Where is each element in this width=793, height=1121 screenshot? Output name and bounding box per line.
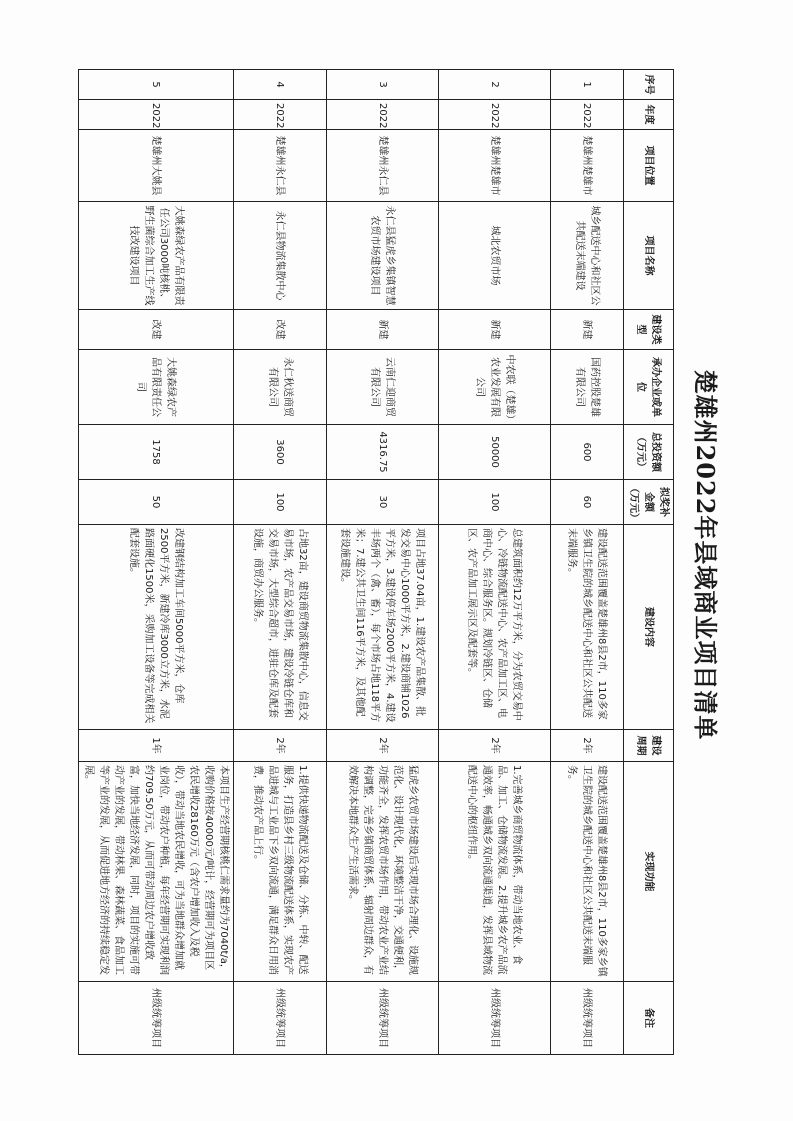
cell-name: 城北农贸市场 xyxy=(439,202,551,310)
cell-content: 总建筑面积约12万平方米，分为农贸交易中心、冷链物流配送中心、农产品加工区、电商中心、综合服务区。规划冷链区、仓储区、农产品加工展示区及配套等。 xyxy=(439,525,551,730)
cell-no: 5 xyxy=(79,70,234,100)
cell-company: 中农联（楚雄）农业发展有限公司 xyxy=(439,350,551,425)
cell-name: 永仁县物流集散中心 xyxy=(234,202,327,310)
cell-location: 楚雄州永仁县 xyxy=(327,130,439,202)
cell-subsidy: 100 xyxy=(234,480,327,525)
table-row xyxy=(439,70,551,1055)
cell-company: 大姚森绿农产品有限责任公司 xyxy=(79,350,234,425)
cell-function: 1.提供快递物流配送及仓储、分拣、中转、配送服务，打造县乡村三级物流配送体系，实现农产品进城与工业品下乡双向流通，满足群众日用消费，推动农产品上行。 xyxy=(234,762,327,982)
cell-name: 大姚森绿农产品有限责任公司3000吨核桃、野生菌综合加工生产线技改建设项目 xyxy=(79,202,234,310)
cell-content: 改建钢结构加工车间5000平方米，仓库2500平方米，新建冷库3000立方米，水泥路面硬化1500米，采购加工设备等完成相关配套设施。 xyxy=(79,525,234,730)
cell-investment: 50000 xyxy=(439,425,551,480)
cell-period: 2年 xyxy=(234,730,327,762)
cell-investment: 3600 xyxy=(234,425,327,480)
cell-remark: 州级统筹项目 xyxy=(234,982,327,1055)
cell-remark: 州级统筹项目 xyxy=(551,982,624,1055)
cell-subsidy: 50 xyxy=(79,480,234,525)
table-row xyxy=(551,70,624,1055)
cell-year: 2022 xyxy=(327,100,439,130)
cell-content: 建设配送范围覆盖楚雄州8县2市，110多家乡镇卫生院的城乡配送中心和社区公共配送末端服务。 xyxy=(551,525,624,730)
cell-remark: 州级统筹项目 xyxy=(439,982,551,1055)
rotated-sheet xyxy=(83,55,734,1055)
cell-content: 占地32亩，建设商贸物流集散中心，信息交易市场，农产品交易市场，建设冷链仓库和交易市场，大型综合超市，进驻仓库及配套设施，商贸办公服务。 xyxy=(234,525,327,730)
cell-remark: 州级统筹项目 xyxy=(327,982,439,1055)
header-cell: 拟奖补金额（万元） xyxy=(624,480,674,525)
cell-location: 楚雄州楚雄市 xyxy=(439,130,551,202)
header-cell: 序号 xyxy=(624,70,674,100)
cell-year: 2022 xyxy=(439,100,551,130)
header-cell: 实现功能 xyxy=(624,762,674,982)
cell-no: 3 xyxy=(327,70,439,100)
cell-no: 2 xyxy=(439,70,551,100)
cell-name: 永仁县猛虎乡集镇智慧农贸市场建设项目 xyxy=(327,202,439,310)
cell-period: 2年 xyxy=(327,730,439,762)
cell-company: 永仁秋送商贸有限公司 xyxy=(234,350,327,425)
cell-period: 1年 xyxy=(79,730,234,762)
header-cell: 承办企业或单位 xyxy=(624,350,674,425)
cell-year: 2022 xyxy=(79,100,234,130)
cell-type: 新建 xyxy=(439,310,551,350)
cell-function: 1.完善城乡商贸物流体系，带动当地农业、食品、加工、仓储物流发展。2.提升城乡农产品流通效率，畅通城乡双向流通渠道，发挥县域物流配送中心的枢纽作用。 xyxy=(439,762,551,982)
cell-location: 楚雄州永仁县 xyxy=(234,130,327,202)
cell-location: 楚雄州楚雄市 xyxy=(551,130,624,202)
header-cell: 备注 xyxy=(624,982,674,1055)
cell-investment: 4316.75 xyxy=(327,425,439,480)
cell-company: 国药控股楚雄有限公司 xyxy=(551,350,624,425)
header-cell: 项目位置 xyxy=(624,130,674,202)
header-cell: 建设周期 xyxy=(624,730,674,762)
header-cell: 项目名称 xyxy=(624,202,674,310)
cell-location: 楚雄州大姚县 xyxy=(79,130,234,202)
project-table xyxy=(78,69,674,1055)
header-cell: 建设类型 xyxy=(624,310,674,350)
cell-function: 建设配送范围覆盖楚雄州8县2市，110多家乡镇卫生院的城乡配送中心和社区公共配送末端服务。 xyxy=(551,762,624,982)
cell-no: 4 xyxy=(234,70,327,100)
table-row xyxy=(79,70,234,1055)
header-cell: 年度 xyxy=(624,100,674,130)
table-header-row xyxy=(624,70,674,1055)
cell-remark: 州级统筹项目 xyxy=(79,982,234,1055)
cell-year: 2022 xyxy=(234,100,327,130)
cell-investment: 1758 xyxy=(79,425,234,480)
cell-period: 2年 xyxy=(439,730,551,762)
cell-year: 2022 xyxy=(551,100,624,130)
cell-subsidy: 30 xyxy=(327,480,439,525)
header-cell: 建设内容 xyxy=(624,525,674,730)
document-title: 楚雄州2022年县域商业项目清单 xyxy=(691,369,720,741)
cell-type: 新建 xyxy=(327,310,439,350)
cell-type: 新建 xyxy=(551,310,624,350)
table-row xyxy=(327,70,439,1055)
cell-function: 猛虎乡农贸市场建设后实现市场合理化、设施规范化、设计现代化，环境整洁干净，交通便利，功能齐全，发挥农贸市场作用，带动农业产业结构调整，完善乡镇商贸体系，辐射周边群众，有效解决本地群众生产生活需求。 xyxy=(327,762,439,982)
header-cell: 总投资额（万元） xyxy=(624,425,674,480)
cell-investment: 600 xyxy=(551,425,624,480)
cell-subsidy: 60 xyxy=(551,480,624,525)
table-row xyxy=(234,70,327,1055)
cell-content: 项目占地37.04亩，1.建设农产品集散、批发交易中心1000平方米，2.建设商铺1026平方米，3.建设停车场2000平方米，4.建设丰场两个（禽、畜），每个市场占地118平方米；7.建公共卫生间116平方米，及其他配套设施建设。 xyxy=(327,525,439,730)
cell-type: 改建 xyxy=(79,310,234,350)
cell-company: 云南仁迎商贸有限公司 xyxy=(327,350,439,425)
cell-period: 2年 xyxy=(551,730,624,762)
cell-name: 城乡配送中心和社区公共配送末端建设 xyxy=(551,202,624,310)
cell-no: 1 xyxy=(551,70,624,100)
cell-function: 本项目生产经营期核桃仁需求量约为7040t/a，收购价格按40000元/吨计，经营期可为项目区农民增收28160万元（含农户增加收入及税收），带动当地农民增收，可为当地群众增加就业岗位，带动农户种植，每年经营期可实现利润约709.50万元，从而可带动周边农户增收致富，加快当地经济发展，同时，项目的实施可带动产业的发展，带动林果、森林蔬菜、食品加工等产业的发展，从而促进地方经济的持续稳定发展。 xyxy=(79,762,234,982)
cell-type: 改建 xyxy=(234,310,327,350)
cell-subsidy: 100 xyxy=(439,480,551,525)
